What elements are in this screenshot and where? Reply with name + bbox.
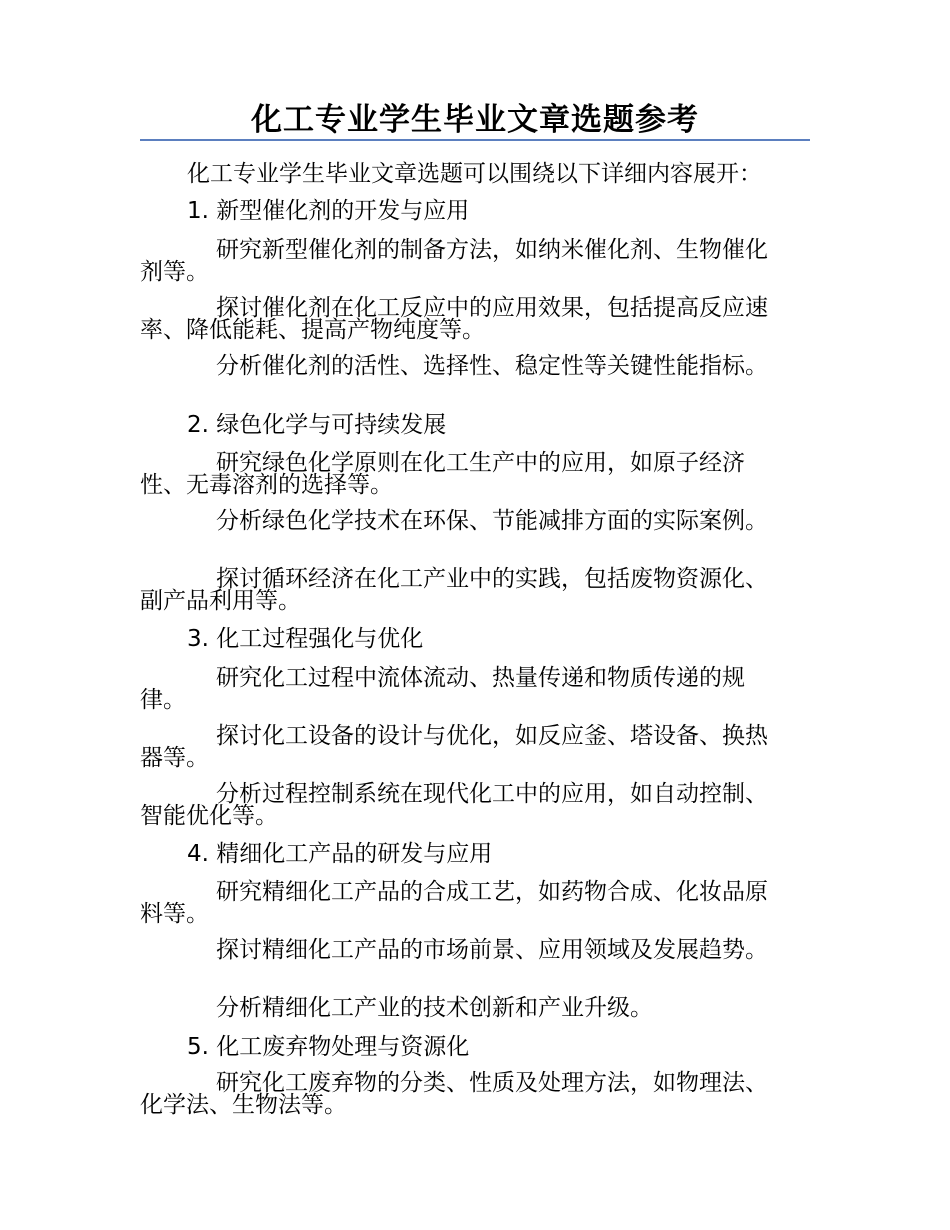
section-2-item-2: 分析绿色化学技术在环保、节能减排方面的实际案例。: [216, 508, 768, 534]
intro-paragraph: 化工专业学生毕业文章选题可以围绕以下详细内容展开：: [187, 161, 762, 187]
section-5-item-1: 研究化工废弃物的分类、性质及处理方法，如物理法、化学法、生物法等。: [140, 1070, 768, 1118]
section-3-item-2: 探讨化工设备的设计与优化，如反应釜、塔设备、换热器等。: [140, 723, 768, 771]
section-1-item-1: 研究新型催化剂的制备方法，如纳米催化剂、生物催化剂等。: [140, 237, 768, 285]
section-heading-2: 2. 绿色化学与可持续发展: [187, 412, 447, 438]
section-1-item-3: 分析催化剂的活性、选择性、稳定性等关键性能指标。: [216, 353, 768, 379]
section-4-item-3: 分析精细化工产业的技术创新和产业升级。: [216, 995, 653, 1021]
section-3-item-3: 分析过程控制系统在现代化工中的应用，如自动控制、智能优化等。: [140, 781, 768, 829]
section-heading-4: 4. 精细化工产品的研发与应用: [187, 841, 493, 867]
section-2-item-1: 研究绿色化学原则在化工生产中的应用，如原子经济性、无毒溶剂的选择等。: [140, 450, 745, 498]
title-underline: [140, 139, 810, 141]
section-heading-1: 1. 新型催化剂的开发与应用: [187, 198, 470, 224]
section-4-item-2: 探讨精细化工产品的市场前景、应用领域及发展趋势。: [216, 937, 768, 963]
page-title: 化工专业学生毕业文章选题参考: [251, 102, 699, 138]
section-3-item-1: 研究化工过程中流体流动、热量传递和物质传递的规律。: [140, 665, 745, 713]
section-1-item-2: 探讨催化剂在化工反应中的应用效果，包括提高反应速率、降低能耗、提高产物纯度等。: [140, 295, 768, 343]
section-heading-5: 5. 化工废弃物处理与资源化: [187, 1034, 470, 1060]
section-2-item-3: 探讨循环经济在化工产业中的实践，包括废物资源化、副产品利用等。: [140, 566, 768, 614]
section-heading-3: 3. 化工过程强化与优化: [187, 626, 424, 652]
section-4-item-1: 研究精细化工产品的合成工艺，如药物合成、化妆品原料等。: [140, 879, 768, 927]
